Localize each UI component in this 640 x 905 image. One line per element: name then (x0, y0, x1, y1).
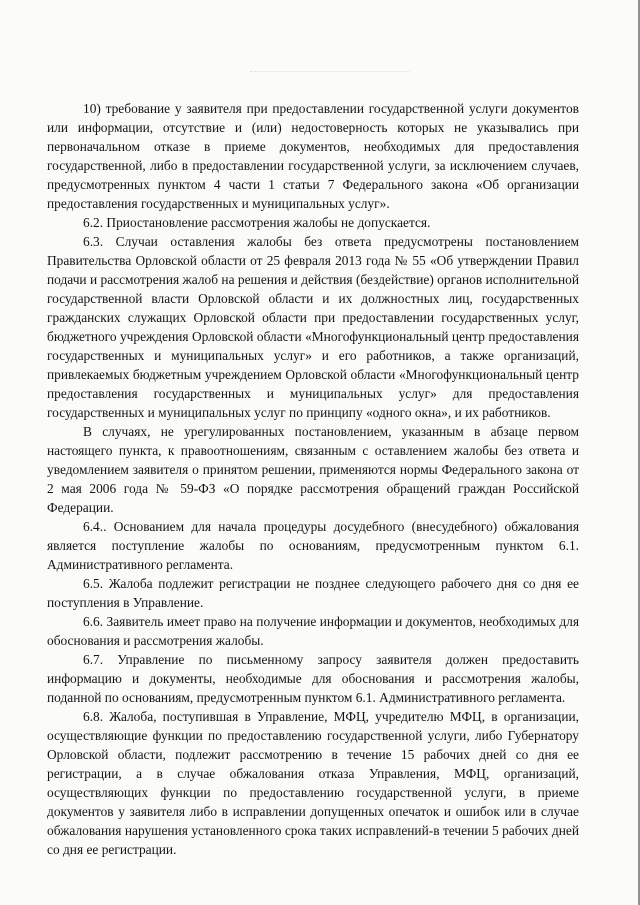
paragraph-6-7: 6.7. Управление по письменному запросу заявителя должен предоставить информацию и документы, необходимые для обоснования и рассмотрения жалобы, поданной по основаниям, предусмотренным пунктом 6.1. Административного регламента. (47, 652, 579, 705)
paragraph-6-3-continuation: В случаях, не урегулированных постановлением, указанным в абзаце первом настоящего пункта, к правоотношениям, связанным с оставлением жалобы без ответа и уведомлением заявителя о принятом решении, применяются нормы Федерального закона от 2 мая 2006 года № 59-ФЗ «О порядке рассмотрения обращений граждан Российской Федерации. (47, 424, 579, 515)
document-body (47, 99, 579, 859)
scan-noise (250, 71, 410, 78)
paragraph-6-2: 6.2. Приостановление рассмотрения жалобы не допускается. (83, 215, 431, 230)
paragraph-6-4: 6.4.. Основанием для начала процедуры досудебного (внесудебного) обжалования является поступление жалобы по основаниям, предусмотренным пунктом 6.1. Административного регламента. (47, 519, 579, 572)
paragraph-6-6: 6.6. Заявитель имеет право на получение информации и документов, необходимых для обоснования и рассмотрения жалобы. (47, 614, 579, 648)
paragraph-6-8: 6.8. Жалоба, поступившая в Управление, МФЦ, учредителю МФЦ, в организации, осуществляющие функции по предоставлению государственной услуги, либо Губернатору Орловской области, подлежит рассмотрению в течение 15 рабочих дней со дня ее регистрации, а в случае обжалования отказа Управления, МФЦ, организаций, осуществляющих функции по предоставлению государственной услуги, в приеме документов у заявителя либо в исправлении допущенных опечаток и ошибок или в случае обжалования нарушения установленного срока таких исправлений-в течении 5 рабочих дней со дня ее регистрации. (47, 709, 579, 857)
paragraph-item-10: 10) требование у заявителя при предоставлении государственной услуги документов или информации, отсутствие и (или) недостоверность которых не указывались при первоначальном отказе в приеме документов, необходимых для предоставления государственной, либо в предоставлении государственной услуги, за исключением случаев, предусмотренных пунктом 4 части 1 статьи 7 Федерального закона «Об организации предоставления государственных и муниципальных услуг». (47, 101, 579, 211)
paragraph-6-3: 6.3. Случаи оставления жалобы без ответа предусмотрены постановлением Правительства Орловской области от 25 февраля 2013 года № 55 «Об утверждении Правил подачи и рассмотрения жалоб на решения и действия (бездействие) органов исполнительной государственной власти Орловской области и их должностных лиц, государственных гражданских служащих Орловской области при предоставлении государственных услуг, бюджетного учреждения Орловской области «Многофункциональный центр предоставления государственных и муниципальных услуг» и его работников, а также организаций, привлекаемых бюджетным учреждением Орловской области «Многофункциональный центр предоставления государственных и муниципальных услуг» для предоставления государственных и муниципальных услуг по принципу «одного окна», и их работников. (47, 234, 579, 420)
paragraph-6-5: 6.5. Жалоба подлежит регистрации не позднее следующего рабочего дня со дня ее поступления в Управление. (47, 576, 579, 610)
